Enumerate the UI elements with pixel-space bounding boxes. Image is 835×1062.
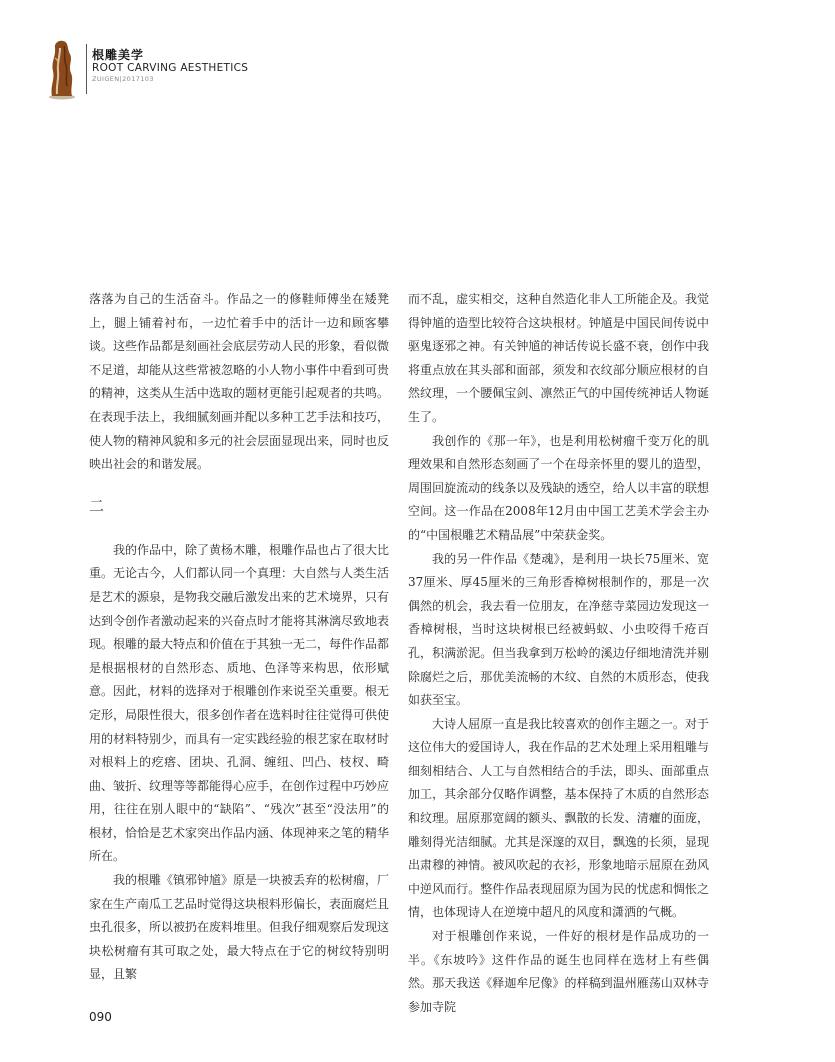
right-text-column — [408, 288, 709, 1019]
section-heading: 二 — [89, 496, 105, 515]
brand-title-en: ROOT CARVING AESTHETICS — [92, 62, 249, 74]
paragraph: 落落为自己的生活奋斗。作品之一的修鞋师傅坐在矮凳上，腿上铺着衬布，一边忙着手中的活计一边和顾客攀谈。这些作品都是刻画社会底层劳动人民的形象，看似微不足道，却能从这些常被忽略的小人物小事件中看到可贵的精神，这类从生活中选取的题材更能引起观者的共鸣。在表现手法上，我细腻刻画并配以多种工艺手法和技巧，使人物的精神风貌和多元的社会层面显现出来，同时也反映出社会的和谐发展。 — [89, 292, 390, 472]
issue-code: ZUIGEN|2017103 — [92, 75, 154, 83]
paragraph: 我的作品中，除了黄杨木雕，根雕作品也占了很大比重。无论古今，人们都认同一个真理：大自然与人类生活是艺术的源泉，是物我交融后激发出来的艺术境界，只有达到令创作者激动起来的兴奋点时才能将其淋漓尽致地表现。根雕的最大特点和价值在于其独一无二，每件作品都是根据根材的自然形态、质地、色泽等来构思，依形赋意。因此，材料的选择对于根雕创作来说至关重要。根无定形，局限性很大，很多创作者在选料时往往觉得可供使用的材料特别少，而具有一定实践经验的根艺家在取材时对根料上的疙瘩、团块、孔洞、缠纽、凹凸、枝杈、畸曲、皱折、纹理等等都能得心应手，在创作过程中巧妙应用，往往在别人眼中的“缺陷”、“残次”甚至“没法用”的根材，恰恰是艺术家突出作品内涵、体现神来之笔的精华所在。 — [89, 542, 390, 864]
paragraph: 大诗人屈原一直是我比较喜欢的创作主题之一。对于这位伟大的爱国诗人，我在作品的艺术处理上采用粗雕与细刻相结合、人工与自然相结合的手法，即头、面部重点加工，其余部分仅略作调整，基本保持了木质的自然形态和纹理。屈原那宽阔的额头、飘散的长发、清癯的面庞，雕刻得光洁细腻。尤其是深邃的双目，飘逸的长须，显现出肃穆的神情。被风吹起的衣衫，形象地暗示屈原在劲风中逆风而行。整件作品表现屈原为国为民的忧虑和惆怅之情，也体现诗人在逆境中超凡的风度和潇洒的气概。 — [408, 716, 709, 920]
magazine-brand — [92, 48, 248, 84]
left-text-column — [89, 288, 389, 987]
brand-title-cn: 根雕美学 — [92, 48, 145, 62]
paragraph: 而不乱，虚实相交，这种自然造化非人工所能企及。我觉得钟馗的造型比较符合这块根材。钟馗是中国民间传说中驱鬼逐邪之神。有关钟馗的神话传说长盛不衰，创作中我将重点放在其头部和面部，须发和衣纹部分顺应根材的自然纹理，一个腰佩宝剑、凛然正气的中国传统神话人物诞生了。 — [408, 292, 709, 424]
paragraph: 我的另一件作品《楚魂》，是利用一块长75厘米、宽37厘米、厚45厘米的三角形香樟树根制作的，那是一次偶然的机会，我去看一位朋友，在净慈寺菜园边发现这一香樟树根，当时这块树根已经被蚂蚁、小虫咬得千疮百孔，积满淤泥。但当我拿到万松岭的溪边仔细地清洗并剔除腐烂之后，那优美流畅的木纹、自然的木质形态，使我如获至宝。 — [408, 551, 709, 708]
paragraph: 我的根雕《镇邪钟馗》原是一块被丢弃的松树瘤，厂家在生产南瓜工艺品时觉得这块根料形偏长，表面腐烂且虫孔很多，所以被扔在废料堆里。但我仔细观察后发现这块松树瘤有其可取之处，最大特点在于它的树纹特别明显，且繁 — [89, 873, 390, 982]
root-carving-logo-icon — [46, 38, 78, 100]
header-divider — [86, 44, 87, 94]
paragraph: 我创作的《那一年》，也是利用松树瘤千变万化的肌理效果和自然形态刻画了一个在母亲怀里的婴儿的造型，周围回旋流动的线条以及残缺的透空，给人以丰富的联想空间。这一作品在2008年12月由中国工艺美术学会主办的“中国根雕艺术精品展”中荣获金奖。 — [408, 433, 709, 542]
page-number: 090 — [89, 1010, 112, 1024]
paragraph: 对于根雕创作来说，一件好的根材是作品成功的一半。《东坡吟》这件作品的诞生也同样在选材上有些偶然。那天我送《释迦牟尼像》的样稿到温州雁荡山双林寺参加寺院 — [408, 929, 709, 1014]
